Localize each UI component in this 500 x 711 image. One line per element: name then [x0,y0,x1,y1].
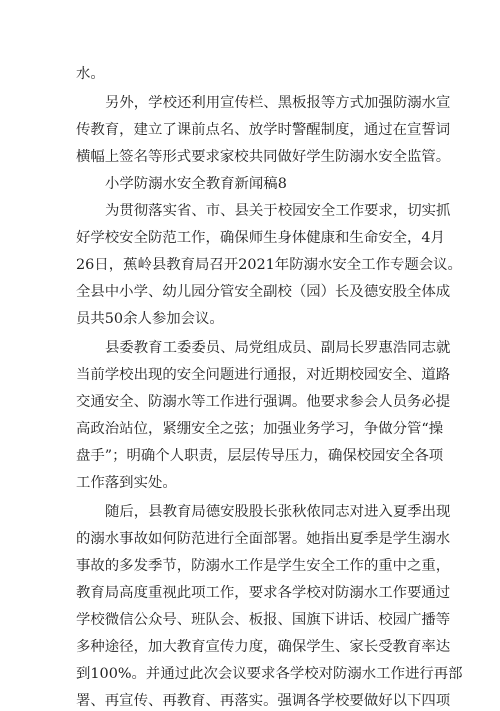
text-line: 盘手”；明确个人职责，层层传导压力，确保校园安全各项 [76,448,444,464]
text-line: 学校微信公众号、班队会、板报、国旗下讲话、校园广播等 [76,612,451,628]
text-line: 全县中小学、幼儿园分管安全副校（园）长及德安股全体成 [76,284,451,300]
text-line: 的溺水事故如何防范进行全面部署。她指出夏季是学生溺水 [76,531,451,547]
text-line: 好学校安全防范工作，确保师生身体健康和生命安全，4月 [76,230,445,246]
text-line: 多种途径，加大教育宣传力度，确保学生、家长受教育率达 [76,639,451,655]
text-line: 到100%。并通过此次会议要求各学校对防溺水工作进行再部 [76,666,463,682]
section-heading: 小学防溺水安全教育新闻稿8 [105,176,287,192]
text-line: 传教育，建立了课前点名、放学时警醒制度，通过在宣誓词 [76,122,451,138]
paragraph-start-line: 随后，县教育局德安股股长张秋侬同志对进入夏季出现 [105,504,451,520]
text-line: 横幅上签名等形式要求家校共同做好学生防溺水安全监管。 [76,149,451,165]
paragraph-start-line: 另外，学校还利用宣传栏、黑板报等方式加强防溺水宣 [105,95,451,111]
text-line: 当前学校出现的安全问题进行通报，对近期校园安全、道路 [76,367,451,383]
text-line: 交通安全、防溺水等工作进行强调。他要求参会人员务必提 [76,394,451,410]
text-line: 事故的多发季节，防溺水工作是学生安全工作的重中之重， [76,558,451,574]
text-line: 署、再宣传、再教育、再落实。强调各学校要做好以下四项 [76,693,451,709]
paragraph-start-line: 为贯彻落实省、市、县关于校园安全工作要求，切实抓 [105,203,451,219]
text-line: 水。 [76,66,105,82]
text-line: 26日，蕉岭县教育局召开2021年防溺水安全工作专题会议。 [76,257,462,273]
text-line: 高政治站位，紧绷安全之弦；加强业务学习，争做分管“操 [76,421,444,437]
paragraph-start-line: 县委教育工委委员、局党组成员、副局长罗惠浩同志就 [105,340,451,356]
text-line: 工作落到实处。 [76,475,177,491]
text-line: 教育局高度重视此项工作，要求各学校对防溺水工作要通过 [76,585,451,601]
text-line: 员共50余人参加会议。 [76,311,224,327]
